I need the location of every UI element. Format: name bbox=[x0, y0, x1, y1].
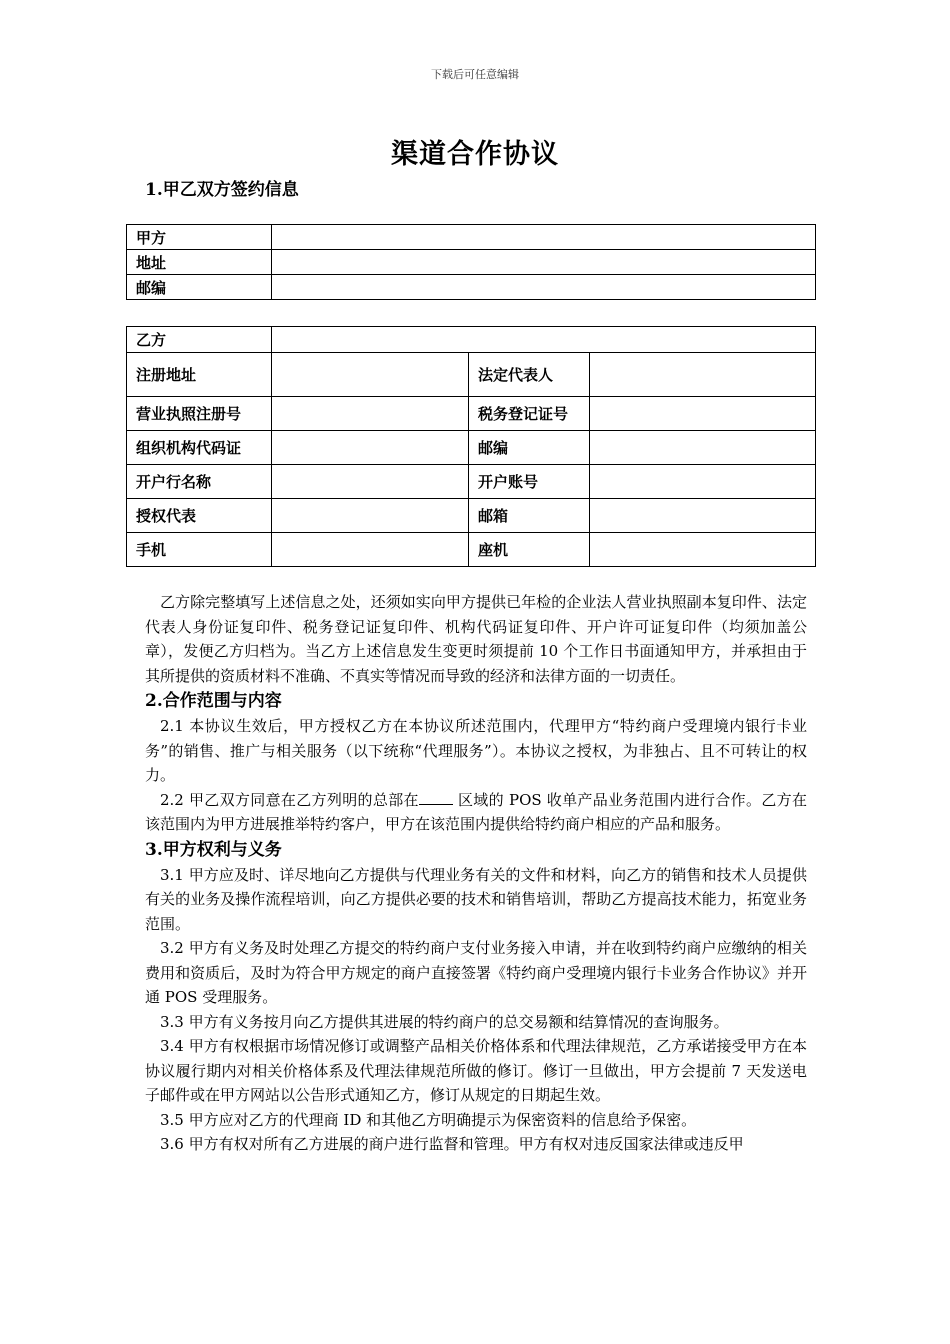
authorized-rep-label: 授权代表 bbox=[127, 499, 272, 533]
party-a-label: 甲方 bbox=[127, 225, 272, 250]
party-a-table bbox=[126, 224, 816, 300]
clause-3-4: 3.4 甲方有权根据市场情况修订或调整产品相关价格体系和代理法律规范，乙方承诺接受甲方在本协议履行期内对相关价格体系及代理法律规范所做的修订。修订一旦做出，甲方会提前 7 天发送电子邮件或在甲方网站以公告形式通知乙方，修订从规定的日期起生效。 bbox=[145, 1037, 807, 1104]
clause-2-2-part2: 区域的 POS 收单产品业务范围内进行合作。乙方在该范围内为甲方进展推举特约客户，甲方在该范围内提供给特约商户相应的产品和服务。 bbox=[145, 790, 807, 833]
address-value-field bbox=[272, 250, 816, 275]
party-b-label: 乙方 bbox=[127, 327, 272, 353]
landline-label: 座机 bbox=[469, 533, 590, 567]
section-1-heading: 1.甲乙双方签约信息 bbox=[145, 180, 299, 200]
org-code-label: 组织机构代码证 bbox=[127, 431, 272, 465]
email-value-field bbox=[590, 499, 816, 533]
clause-2-2-part1: 2.2 甲乙双方同意在乙方列明的总部在 bbox=[160, 790, 419, 809]
legal-rep-value-field bbox=[590, 353, 816, 397]
reg-address-value-field bbox=[272, 353, 469, 397]
clause-2-1: 2.1 本协议生效后，甲方授权乙方在本协议所述范围内，代理甲方“特约商户受理境内银行卡业务”的销售、推广与相关服务（以下统称“代理服务”）。本协议之授权，为非独占、且不可转让的权力。 bbox=[145, 717, 807, 784]
table-row bbox=[127, 275, 816, 300]
party-b-table bbox=[126, 326, 816, 567]
party-a-value-field bbox=[272, 225, 816, 250]
clause-3-1: 3.1 甲方应及时、详尽地向乙方提供与代理业务有关的文件和材料，向乙方的销售和技术人员提供有关的业务及操作流程培训，向乙方提供必要的技术和销售培训，帮助乙方提高技术能力，拓宽业务范围。 bbox=[145, 865, 807, 933]
party-b-value-field bbox=[272, 327, 816, 353]
postcode-b-label: 邮编 bbox=[469, 431, 590, 465]
bank-name-label: 开户行名称 bbox=[127, 465, 272, 499]
postcode-value-field bbox=[272, 275, 816, 300]
table-row bbox=[127, 533, 816, 567]
table-row bbox=[127, 353, 816, 397]
tax-no-value-field bbox=[590, 397, 816, 431]
email-label: 邮箱 bbox=[469, 499, 590, 533]
clause-2-2 bbox=[145, 788, 807, 837]
tax-no-label: 税务登记证号 bbox=[469, 397, 590, 431]
license-no-label: 营业执照注册号 bbox=[127, 397, 272, 431]
table-row bbox=[127, 465, 816, 499]
authorized-rep-value-field bbox=[272, 499, 469, 533]
table-row bbox=[127, 397, 816, 431]
address-label: 地址 bbox=[127, 250, 272, 275]
clause-3-3: 3.3 甲方有义务按月向乙方提供其进展的特约商户的总交易额和结算情况的查询服务。 bbox=[160, 1012, 729, 1031]
table-row bbox=[127, 327, 816, 353]
agreement-body bbox=[145, 590, 807, 1157]
blank-fill-line bbox=[419, 790, 453, 805]
table-row bbox=[127, 499, 816, 533]
section-3-heading: 3.甲方权利与义务 bbox=[145, 839, 282, 860]
table-row bbox=[127, 225, 816, 250]
document-title: 渠道合作协议 bbox=[391, 139, 559, 170]
table-row bbox=[127, 250, 816, 275]
mobile-value-field bbox=[272, 533, 469, 567]
bank-name-value-field bbox=[272, 465, 469, 499]
clause-3-2: 3.2 甲方有义务及时处理乙方提交的特约商户支付业务接入申请，并在收到特约商户应缴纳的相关费用和资质后，及时为符合甲方规定的商户直接签署《特约商户受理境内银行卡业务合作协议》并开通 POS 受理服务。 bbox=[145, 939, 807, 1006]
reg-address-label: 注册地址 bbox=[127, 353, 272, 397]
bank-account-value-field bbox=[590, 465, 816, 499]
mobile-label: 手机 bbox=[127, 533, 272, 567]
landline-value-field bbox=[590, 533, 816, 567]
table-row bbox=[127, 431, 816, 465]
bank-account-label: 开户账号 bbox=[469, 465, 590, 499]
clause-3-5: 3.5 甲方应对乙方的代理商 ID 和其他乙方明确提示为保密资料的信息给予保密。 bbox=[160, 1110, 697, 1129]
intro-paragraph: 乙方除完整填写上述信息之处，还须如实向甲方提供已年检的企业法人营业执照副本复印件、法定代表人身份证复印件、税务登记证复印件、机构代码证复印件、开户许可证复印件（均须加盖公章），发便乙方归档为。当乙方上述信息发生变更时须提前 10 个工作日书面通知甲方，并承担由于其所提供的资质材料不准确、不真实等情况而导致的经济和法律方面的一切责任。 bbox=[145, 593, 807, 685]
header-note: 下载后可任意编辑 bbox=[431, 68, 519, 81]
license-no-value-field bbox=[272, 397, 469, 431]
clause-3-6: 3.6 甲方有权对所有乙方进展的商户进行监督和管理。甲方有权对违反国家法律或违反甲 bbox=[160, 1135, 744, 1153]
org-code-value-field bbox=[272, 431, 469, 465]
legal-rep-label: 法定代表人 bbox=[469, 353, 590, 397]
section-2-heading: 2.合作范围与内容 bbox=[145, 691, 282, 711]
postcode-label: 邮编 bbox=[127, 275, 272, 300]
postcode-b-value-field bbox=[590, 431, 816, 465]
